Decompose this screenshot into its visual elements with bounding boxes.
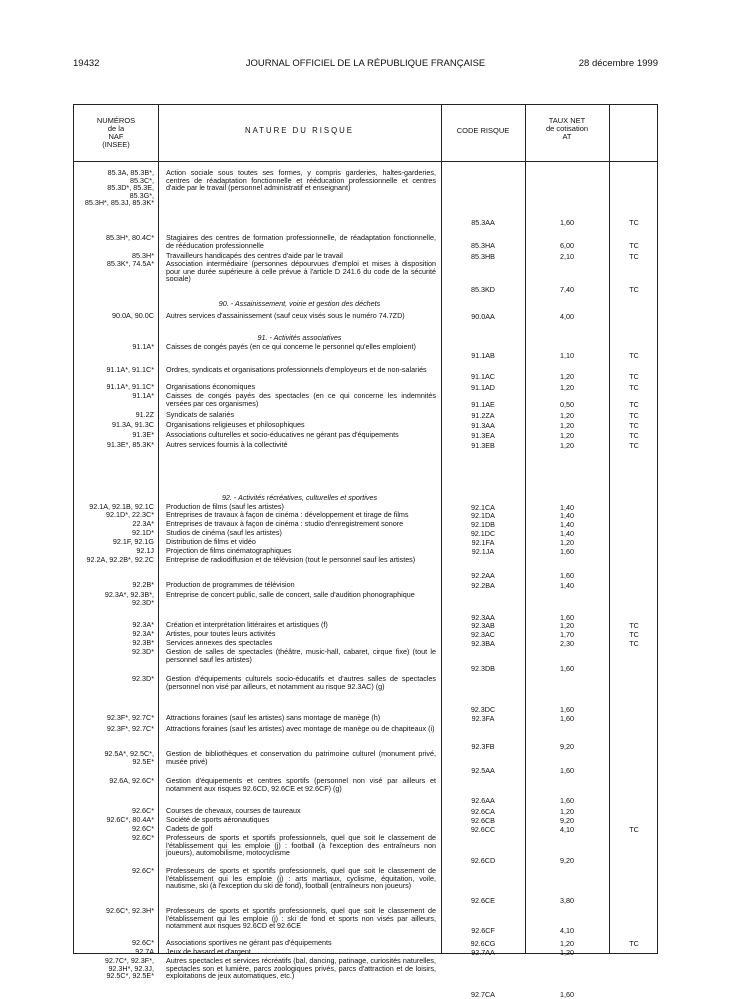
- risk-nature: Courses de chevaux, courses de taureaux: [166, 806, 301, 815]
- risk-nature: Entreprise de radiodiffusion et de télévision (tout le personnel sauf les artistes): [166, 555, 416, 564]
- contribution-rate: 9,20: [560, 816, 574, 825]
- contribution-rate: 1,60: [560, 796, 574, 805]
- contribution-rate: 1,60: [560, 714, 574, 723]
- risk-nature: Services annexes des spectacles: [166, 638, 273, 647]
- risk-code: 91.1AD: [471, 383, 495, 392]
- risk-nature: Autres services d'assainissement (sauf ceux visés sous le numéro 74.7ZD): [166, 311, 405, 320]
- risk-nature: Autres spectacles et services récréatifs (bal, dancing, patinage, curiosités naturelles, spectacles son et lumière, parcs zoologiques privés, parcs d'attraction et de loisirs, exploitations de jeux automatiques, etc.): [166, 956, 436, 981]
- contribution-rate: 1,10: [560, 351, 574, 360]
- risk-code: 92.1DB: [471, 520, 495, 529]
- naf-codes: 91.1A*: [132, 342, 154, 351]
- risk-code: 92.6CG: [470, 939, 496, 948]
- contribution-rate: 9,20: [560, 856, 574, 865]
- naf-codes: 92.1D*: [132, 528, 154, 537]
- naf-codes: 85.3H*, 80.4C*: [106, 233, 154, 242]
- risk-code: 92.6CB: [471, 816, 495, 825]
- risk-code: 92.7AA: [471, 948, 495, 957]
- tc-flag: TC: [629, 252, 639, 261]
- risk-nature: Gestion d'équipements et centres sportifs (personnel non visé par ailleurs et notamment aux risques 92.6CD, 92.6CE et 92.6CF) (g): [166, 776, 436, 793]
- risk-code: 85.3AA: [471, 218, 495, 227]
- risk-code: 92.6CF: [471, 926, 495, 935]
- risk-nature: Gestion de salles de spectacles (théâtre, music-hall, cabaret, cirque fixe) (tout le personnel sauf les artistes): [166, 647, 436, 664]
- risk-nature: Ordres, syndicats et organisations professionnels d'employeurs et de non-salariés: [166, 365, 427, 374]
- risk-nature: Artistes, pour toutes leurs activités: [166, 629, 276, 638]
- risk-nature: Associations culturelles et socio-éducatives ne gérant pas d'équipements: [166, 430, 399, 439]
- naf-codes: 92.3A*, 92.3B*, 92.3D*: [104, 590, 154, 607]
- naf-codes: 92.6C*: [132, 833, 154, 842]
- naf-codes: 92.3D*: [132, 674, 154, 683]
- tc-flag: TC: [629, 621, 639, 630]
- risk-code: 85.3KD: [471, 285, 495, 294]
- tc-flag: TC: [629, 400, 639, 409]
- risk-code: 92.6CD: [470, 856, 496, 865]
- risk-code: 91.1AB: [471, 351, 495, 360]
- risk-nature: Attractions foraines (sauf les artistes) avec montage de manège ou de chapiteaux (i): [166, 724, 435, 733]
- contribution-rate: 1,70: [560, 630, 574, 639]
- naf-codes: 92.6C*: [132, 938, 154, 947]
- risk-table: [73, 104, 658, 999]
- contribution-rate: 1,20: [560, 948, 574, 957]
- risk-nature: Organisations économiques: [166, 382, 256, 391]
- column-header-naf: NUMÉROS de la NAF (INSEE): [96, 116, 136, 149]
- naf-codes: 92.1D*, 22.3C*: [106, 510, 154, 519]
- contribution-rate: 1,60: [560, 613, 574, 622]
- risk-code: 91.3EA: [471, 431, 495, 440]
- tc-flag: TC: [629, 351, 639, 360]
- contribution-rate: 1,60: [560, 664, 574, 673]
- contribution-rate: 1,20: [560, 621, 574, 630]
- naf-codes: 91.1A*: [132, 391, 154, 400]
- tc-flag: TC: [629, 383, 639, 392]
- risk-nature: Professeurs de sports et sportifs professionnels, quel que soit le classement de l'établissement qui les emploie (j) : football (à l'exception des entraîneurs non joueurs), automobilisme, motocyclisme: [166, 833, 436, 858]
- tc-flag: TC: [629, 639, 639, 648]
- header-divider: [74, 161, 657, 162]
- naf-codes: 92.3D*: [132, 647, 154, 656]
- naf-codes: 90.0A, 90.0C: [112, 311, 154, 320]
- risk-code: 92.1CA: [471, 503, 495, 512]
- risk-nature: Société de sports aéronautiques: [166, 815, 270, 824]
- risk-nature: Entreprises de travaux à façon de cinéma : développement et tirage de films: [166, 510, 409, 519]
- publication-date: 28 décembre 1999: [578, 58, 658, 69]
- contribution-rate: 1,20: [560, 431, 574, 440]
- naf-codes: 91.3E*, 85.3K*: [106, 440, 154, 449]
- naf-codes: 92.3F*, 92.7C*: [106, 724, 154, 733]
- page-header: [0, 58, 731, 70]
- naf-codes: 92.6C*: [132, 866, 154, 875]
- risk-code: 92.3DB: [471, 664, 495, 673]
- naf-codes: 92.3A*: [132, 629, 154, 638]
- risk-code: 92.1DA: [471, 511, 495, 520]
- risk-code: 92.5AA: [471, 766, 495, 775]
- contribution-rate: 1,20: [560, 383, 574, 392]
- contribution-rate: 1,60: [560, 571, 574, 580]
- tc-flag: TC: [629, 285, 639, 294]
- risk-code: 92.3AB: [471, 621, 495, 630]
- contribution-rate: 0,50: [560, 400, 574, 409]
- naf-codes: 85.3H*: [132, 251, 154, 260]
- contribution-rate: 1,40: [560, 520, 574, 529]
- tc-flag: TC: [629, 372, 639, 381]
- risk-nature: Projection de films cinématographiques: [166, 546, 292, 555]
- risk-code: 91.1AC: [471, 372, 495, 381]
- risk-nature: Gestion d'équipements culturels socio-éducatifs et d'autres salles de spectacles (personnel non visé par ailleurs, et notamment au risque 92.3AC) (g): [166, 674, 436, 691]
- risk-nature: Caisses de congés payés des spectacles (en ce qui concerne les indemnités versées par ces organismes): [166, 391, 436, 408]
- risk-nature: Distribution de films et vidéo: [166, 537, 256, 546]
- risk-nature: Professeurs de sports et sportifs professionnels, quel que soit le classement de l'établissement qui les emploie (j) : arts martiaux, cyclisme, équitation, voile, nautisme, ski (à l'exception du ski de fond), football (entraîneurs non joueurs): [166, 866, 436, 891]
- tc-flag: TC: [629, 241, 639, 250]
- naf-codes: 92.1F, 92.1G: [112, 537, 154, 546]
- contribution-rate: 4,10: [560, 926, 574, 935]
- risk-nature: Création et interprétation littéraires et artistiques (f): [166, 620, 328, 629]
- column-divider: [158, 105, 159, 953]
- tc-flag: TC: [629, 218, 639, 227]
- contribution-rate: 1,20: [560, 421, 574, 430]
- journal-title: JOURNAL OFFICIEL DE LA RÉPUBLIQUE FRANÇAISE: [245, 58, 486, 69]
- naf-codes: 91.1A*, 91.1C*: [106, 382, 154, 391]
- risk-nature: Jeux de hasard et d'argent: [166, 947, 251, 956]
- risk-nature: Attractions foraines (sauf les artistes) sans montage de manège (h): [166, 713, 381, 722]
- risk-code: 92.2AA: [471, 571, 495, 580]
- risk-nature: Travailleurs handicapés des centres d'aide par le travail: [166, 251, 343, 260]
- contribution-rate: 1,40: [560, 503, 574, 512]
- naf-codes: 92.3B*: [132, 638, 154, 647]
- risk-nature: Studios de cinéma (sauf les artistes): [166, 528, 282, 537]
- contribution-rate: 1,60: [560, 218, 574, 227]
- contribution-rate: 1,20: [560, 441, 574, 450]
- page-number: 19432: [73, 58, 100, 69]
- naf-codes: 91.1A*, 91.1C*: [106, 365, 154, 374]
- risk-code: 92.6CE: [471, 896, 495, 905]
- risk-nature: Production de films (sauf les artistes): [166, 502, 284, 511]
- risk-nature: Association intermédiaire (personnes dépourvues d'emploi et mises à disposition pour une durée supérieure à celle prévue à l'article D 241.6 du code de la sécurité sociale): [166, 259, 436, 284]
- risk-code: 92.3BA: [471, 639, 495, 648]
- contribution-rate: 6,00: [560, 241, 574, 250]
- risk-nature: Cadets de golf: [166, 824, 213, 833]
- contribution-rate: 3,80: [560, 896, 574, 905]
- section-title: 91. - Activités associatives: [257, 333, 342, 342]
- risk-code: 92.6AA: [471, 796, 495, 805]
- tc-flag: TC: [629, 441, 639, 450]
- risk-code: 92.3FB: [471, 742, 495, 751]
- risk-nature: Caisses de congés payés (en ce qui concerne le personnel qu'elles emploient): [166, 342, 416, 351]
- contribution-rate: 2,10: [560, 252, 574, 261]
- risk-code: 92.3AC: [471, 630, 495, 639]
- tc-flag: TC: [629, 431, 639, 440]
- contribution-rate: 1,20: [560, 939, 574, 948]
- risk-nature: Syndicats de salariés: [166, 410, 234, 419]
- tc-flag: TC: [629, 630, 639, 639]
- naf-codes: 92.1A, 92.1B, 92.1C: [89, 502, 154, 511]
- risk-nature: Stagiaires des centres de formation professionnelle, de réadaptation fonctionnelle, de rééducation professionnelle: [166, 233, 436, 250]
- naf-codes: 91.3E*: [132, 430, 154, 439]
- risk-code: 91.3AA: [471, 421, 495, 430]
- contribution-rate: 1,20: [560, 372, 574, 381]
- contribution-rate: 1,20: [560, 411, 574, 420]
- naf-codes: 92.6C*, 92.3H*: [106, 906, 154, 915]
- tc-flag: TC: [629, 411, 639, 420]
- naf-codes: 92.1J: [136, 546, 154, 555]
- naf-codes: 92.5A*, 92.5C*, 92.5E*: [104, 749, 154, 766]
- contribution-rate: 1,60: [560, 990, 574, 999]
- naf-codes: 92.3F*, 92.7C*: [106, 713, 154, 722]
- risk-code: 91.3EB: [471, 441, 495, 450]
- naf-codes: 92.7A: [135, 947, 154, 956]
- column-header-code: CODE RISQUE: [456, 126, 510, 135]
- contribution-rate: 1,20: [560, 538, 574, 547]
- naf-codes: 92.6C*: [132, 824, 154, 833]
- naf-codes: 92.6C*: [132, 806, 154, 815]
- risk-code: 92.1FA: [471, 538, 495, 547]
- contribution-rate: 4,10: [560, 825, 574, 834]
- column-header-taux: TAUX NET de cotisation AT: [545, 116, 589, 141]
- risk-code: 85.3HB: [471, 252, 495, 261]
- naf-codes: 92.2A, 92.2B*, 92.2C: [86, 555, 154, 564]
- risk-nature: Production de programmes de télévision: [166, 580, 295, 589]
- risk-code: 92.1DC: [470, 529, 496, 538]
- contribution-rate: 1,40: [560, 511, 574, 520]
- naf-codes: 85.3A, 85.3B*, 85.3C*, 85.3D*, 85.3E, 85.3G*, 85.3H*, 85.3J, 85.3K*: [84, 168, 154, 208]
- naf-codes: 91.3A, 91.3C: [112, 420, 154, 429]
- contribution-rate: 9,20: [560, 742, 574, 751]
- column-header-nature: NATURE DU RISQUE: [245, 126, 354, 135]
- risk-code: 92.2BA: [471, 581, 495, 590]
- risk-code: 92.3FA: [471, 714, 495, 723]
- risk-code: 91.1AE: [471, 400, 495, 409]
- contribution-rate: 1,20: [560, 807, 574, 816]
- contribution-rate: 2,30: [560, 639, 574, 648]
- naf-codes: 92.6C*, 80.4A*: [106, 815, 154, 824]
- risk-code: 85.3HA: [471, 241, 495, 250]
- risk-code: 92.1JA: [471, 547, 495, 556]
- tc-flag: TC: [629, 939, 639, 948]
- risk-nature: Action sociale sous toutes ses formes, y compris garderies, haltes-garderies, centres de réadaptation fonctionnelle et rééducation professionnelle et centres d'aide par le travail (personnel administratif et enseignant): [166, 168, 436, 193]
- contribution-rate: 1,60: [560, 705, 574, 714]
- naf-codes: 22.3A*: [132, 519, 154, 528]
- contribution-rate: 1,60: [560, 766, 574, 775]
- risk-code: 92.3AA: [471, 613, 495, 622]
- tc-flag: TC: [629, 825, 639, 834]
- risk-code: 90.0AA: [471, 312, 495, 321]
- naf-codes: 92.2B*: [132, 580, 154, 589]
- risk-code: 92.3DC: [470, 705, 496, 714]
- contribution-rate: 1,40: [560, 529, 574, 538]
- naf-codes: 92.7C*, 92.3F*, 92.3H*, 92.3J, 92.5C*, 92.5E*: [104, 956, 154, 981]
- risk-nature: Professeurs de sports et sportifs professionnels, quel que soit le classement de l'établissement qui les emploie (j) : ski de fond et sports non visés par ailleurs, notamment aux risques 92.6CD et 92.6CE: [166, 906, 436, 931]
- contribution-rate: 7,40: [560, 285, 574, 294]
- tc-flag: TC: [629, 421, 639, 430]
- risk-code: 92.6CC: [470, 825, 496, 834]
- naf-codes: 92.6A, 92.6C*: [109, 776, 154, 785]
- risk-nature: Gestion de bibliothèques et conservation du patrimoine culturel (monument privé, musée privé): [166, 749, 436, 766]
- contribution-rate: 1,60: [560, 547, 574, 556]
- section-title: 90. - Assainissement, voirie et gestion des déchets: [218, 299, 381, 308]
- risk-nature: Entreprise de concert public, salle de concert, salle d'audition phonographique: [166, 590, 415, 599]
- naf-codes: 92.3A*: [132, 620, 154, 629]
- risk-nature: Autres services fournis à la collectivité: [166, 440, 288, 449]
- section-title: 92. - Activités récréatives, culturelles et sportives: [221, 493, 378, 502]
- naf-codes: 91.2Z: [135, 410, 154, 419]
- risk-nature: Organisations religieuses et philosophiques: [166, 420, 305, 429]
- risk-nature: Associations sportives ne gérant pas d'équipements: [166, 938, 332, 947]
- contribution-rate: 4,00: [560, 312, 574, 321]
- risk-nature: Entreprises de travaux à façon de cinéma : studio d'enregistrement sonore: [166, 519, 404, 528]
- naf-codes: 85.3K*, 74.5A*: [106, 259, 154, 268]
- risk-code: 92.7CA: [471, 990, 495, 999]
- risk-code: 92.6CA: [471, 807, 495, 816]
- contribution-rate: 1,40: [560, 581, 574, 590]
- risk-code: 91.2ZA: [471, 411, 495, 420]
